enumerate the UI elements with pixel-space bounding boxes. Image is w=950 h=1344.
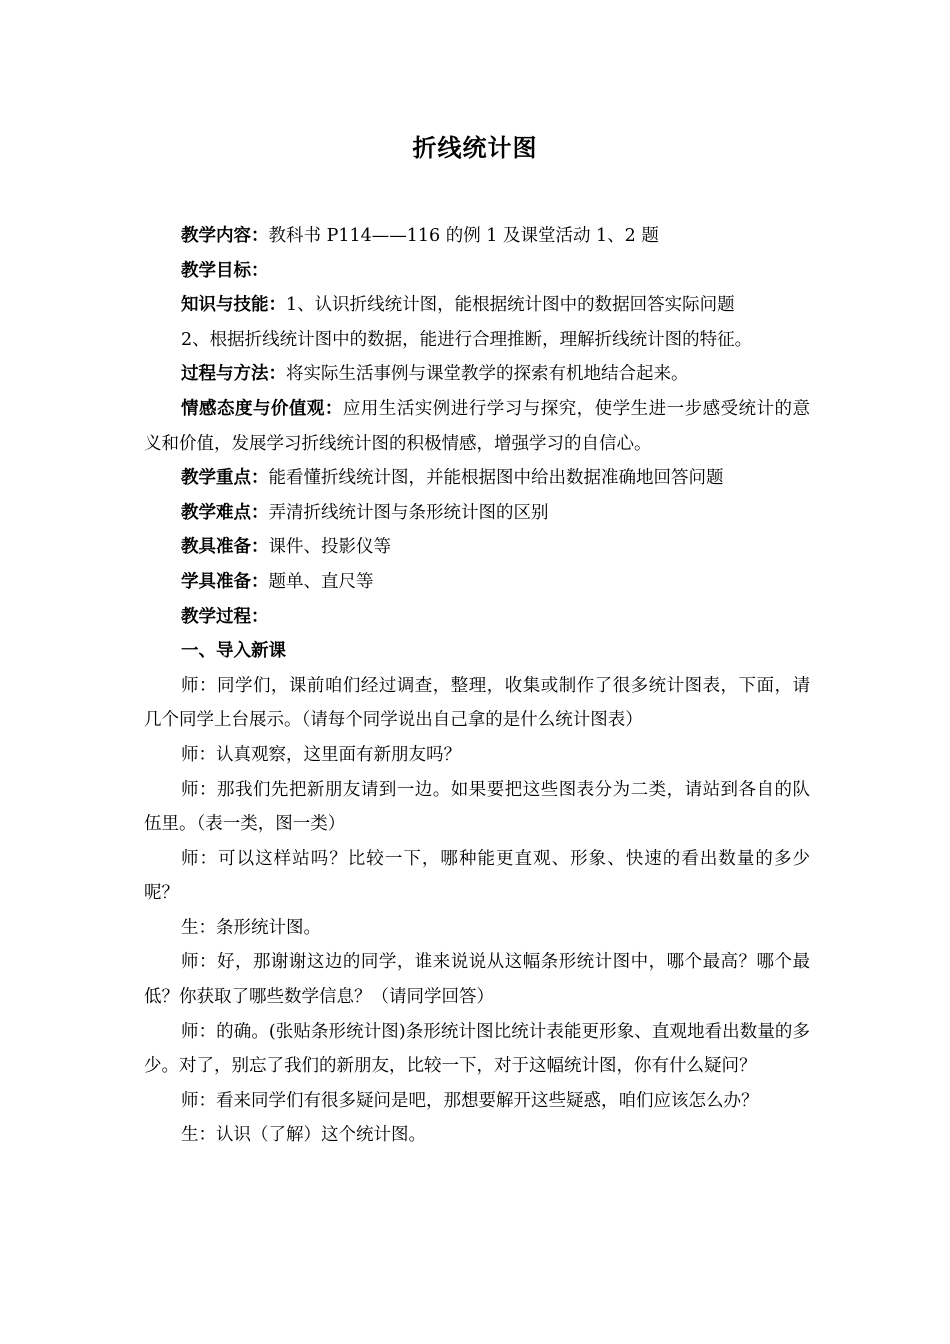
- label-teaching-process: 教学过程：: [181, 606, 269, 627]
- dialogue-paragraph-1: [144, 669, 810, 738]
- label-teaching-goals: 教学目标：: [181, 260, 269, 281]
- document-body: [144, 219, 810, 1153]
- text-teaching-content: 教科书 P114——116 的例 1 及课堂活动 1、2 题: [268, 226, 659, 246]
- label-attitude-values: 情感态度与价值观：: [181, 398, 343, 419]
- dialogue-text-2: 师：认真观察，这里面有新朋友吗？: [181, 744, 461, 765]
- paragraph-attitude-values: [144, 392, 810, 461]
- dialogue-paragraph-9: [144, 1118, 810, 1153]
- text-attitude-values: 应用生活实例进行学习与探究，使学生进一步感受统计的意义和价值，发展学习折线统计图的积极情感，增强学习的自信心。: [144, 398, 811, 454]
- paragraph-teaching-goals: [144, 254, 810, 289]
- dialogue-text-1: 师：同学们，课前咱们经过调查，整理，收集或制作了很多统计图表，下面，请几个同学上台展示。（请每个同学说出自己拿的是什么统计图表）: [144, 675, 810, 731]
- dialogue-text-8: 师：看来同学们有很多疑问是吧，那想要解开这些疑惑，咱们应该怎么办？: [181, 1090, 759, 1111]
- dialogue-paragraph-5: [144, 911, 810, 946]
- paragraph-knowledge-skills-2: [144, 323, 810, 358]
- label-intro: 一、导入新课: [181, 641, 286, 662]
- text-knowledge-skills-2: 2、根据折线统计图中的数据，能进行合理推断，理解折线统计图的特征。: [181, 329, 753, 350]
- dialogue-paragraph-4: [144, 842, 810, 911]
- label-key-points: 教学重点：: [181, 468, 269, 489]
- paragraph-key-points: [144, 461, 810, 496]
- label-teaching-aids: 教具准备：: [181, 537, 269, 558]
- dialogue-text-7: 师：的确。(张贴条形统计图)条形统计图比统计表能更形象、直观地看出数量的多少。对了，别忘了我们的新朋友，比较一下，对于这幅统计图，你有什么疑问？: [144, 1021, 810, 1077]
- label-student-aids: 学具准备：: [181, 571, 269, 592]
- paragraph-student-aids: [144, 565, 810, 600]
- text-key-points: 能看懂折线统计图，并能根据图中给出数据准确地回答问题: [268, 468, 724, 489]
- dialogue-paragraph-8: [144, 1084, 810, 1119]
- dialogue-text-4: 师：可以这样站吗？比较一下，哪种能更直观、形象、快速的看出数量的多少呢？: [144, 848, 810, 904]
- paragraph-teaching-content: [144, 219, 810, 254]
- paragraph-teaching-process: [144, 600, 810, 635]
- dialogue-text-6: 师：好，那谢谢这边的同学，谁来说说从这幅条形统计图中，哪个最高？哪个最低？你获取了哪些数学信息？（请同学回答）: [144, 952, 810, 1008]
- dialogue-text-5: 生：条形统计图。: [181, 917, 321, 938]
- dialogue-text-9: 生：认识（了解）这个统计图。: [181, 1125, 426, 1146]
- text-knowledge-skills: 1、认识折线统计图，能根据统计图中的数据回答实际问题: [286, 295, 735, 316]
- text-difficulties: 弄清折线统计图与条形统计图的区别: [268, 502, 549, 523]
- text-teaching-aids: 课件、投影仪等: [268, 537, 391, 558]
- label-difficulties: 教学难点：: [181, 502, 269, 523]
- dialogue-paragraph-2: [144, 738, 810, 773]
- label-knowledge-skills: 知识与技能：: [181, 295, 286, 316]
- paragraph-process-method: [144, 357, 810, 392]
- paragraph-teaching-aids: [144, 530, 810, 565]
- dialogue-paragraph-3: [144, 773, 810, 842]
- section-heading-intro: [144, 634, 810, 669]
- document-title: 折线统计图: [412, 133, 538, 162]
- dialogue-paragraph-6: [144, 945, 810, 1014]
- paragraph-knowledge-skills: [144, 288, 810, 323]
- paragraph-difficulties: [144, 496, 810, 531]
- dialogue-paragraph-7: [144, 1015, 810, 1084]
- text-student-aids: 题单、直尺等: [268, 571, 374, 592]
- text-process-method: 将实际生活事例与课堂教学的探索有机地结合起来。: [286, 364, 689, 385]
- label-process-method: 过程与方法：: [181, 364, 286, 385]
- label-teaching-content: 教学内容：: [181, 226, 269, 246]
- dialogue-text-3: 师：那我们先把新朋友请到一边。如果要把这些图表分为二类，请站到各自的队伍里。（表一类，图一类）: [144, 779, 810, 835]
